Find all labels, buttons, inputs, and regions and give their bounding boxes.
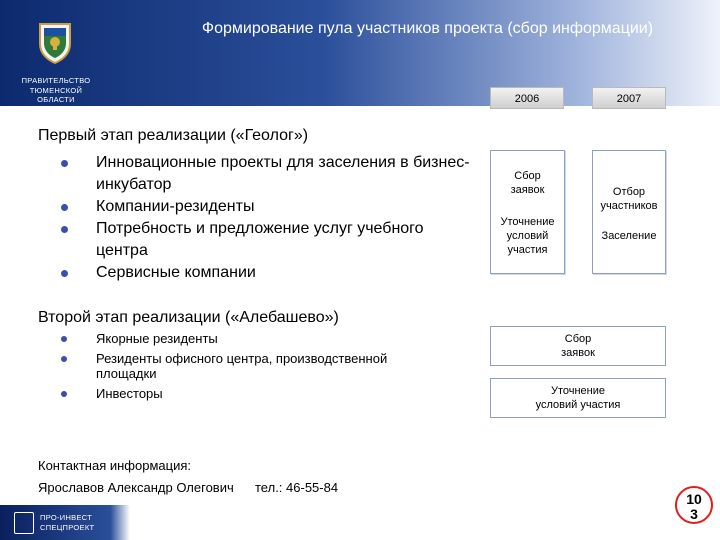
box-text: Сбор <box>564 333 592 345</box>
contact-label: Контактная информация: <box>38 458 191 473</box>
box-text: Отбор <box>612 186 646 198</box>
list-item: Якорные резиденты <box>56 331 396 347</box>
box-text: Уточнение <box>550 385 606 397</box>
stage2-box-conditions <box>490 378 666 418</box>
org-label-line: ТЮМЕНСКОЙ <box>29 85 83 95</box>
box-text: условий участия <box>535 399 621 411</box>
page-number-tail: 3 <box>690 506 698 522</box>
stage2-box-applications <box>490 326 666 366</box>
logo-mark-icon <box>14 512 34 534</box>
box-text: участия <box>507 244 548 256</box>
page-number: 10 <box>686 491 702 507</box>
stage1-2007-box <box>592 150 666 274</box>
logo-text: СПЕЦПРОЕКТ <box>40 523 95 532</box>
list-item: Сервисные компании <box>56 262 476 284</box>
stage2-title: Второй этап реализации («Алебашево») <box>38 309 339 326</box>
box-text: заявок <box>561 347 595 359</box>
box-text: условий <box>506 230 549 242</box>
box-text: участников <box>600 200 658 212</box>
list-item: Компании-резиденты <box>56 196 476 218</box>
stage2-list <box>56 331 396 405</box>
year-label-2007: 2007 <box>592 87 666 109</box>
list-item: Инновационные проекты для заселения в бизнес-инкубатор <box>56 152 476 196</box>
org-label-line: ОБЛАСТИ <box>37 95 75 104</box>
org-label-line: ПРАВИТЕЛЬСТВО <box>21 76 91 85</box>
list-item: Резиденты офисного центра, производственной площадки <box>56 351 396 382</box>
coat-of-arms-icon <box>36 20 74 64</box>
page-title: Формирование пула участников проекта (сбор информации) <box>201 20 654 37</box>
box-text: Сбор <box>514 170 541 182</box>
page-number-badge <box>675 486 713 524</box>
contact-phone: тел.: 46-55-84 <box>255 480 339 495</box>
organization-label <box>0 76 112 105</box>
contact-name: Ярославов Александр Олегович <box>38 480 234 495</box>
contact-line <box>38 480 338 495</box>
stage1-2006-box <box>490 150 565 274</box>
box-text: Уточнение <box>500 216 555 228</box>
stage1-title: Первый этап реализации («Геолог») <box>38 127 309 144</box>
list-item: Потребность и предложение услуг учебного центра <box>56 218 476 262</box>
footer-logo <box>0 505 130 540</box>
stage1-list <box>56 152 476 284</box>
box-text: заявок <box>510 184 545 196</box>
box-text: Заселение <box>601 230 657 242</box>
list-item: Инвесторы <box>56 386 396 402</box>
logo-text: ПРО-ИНВЕСТ <box>40 513 93 522</box>
year-label-2006: 2006 <box>490 87 564 109</box>
